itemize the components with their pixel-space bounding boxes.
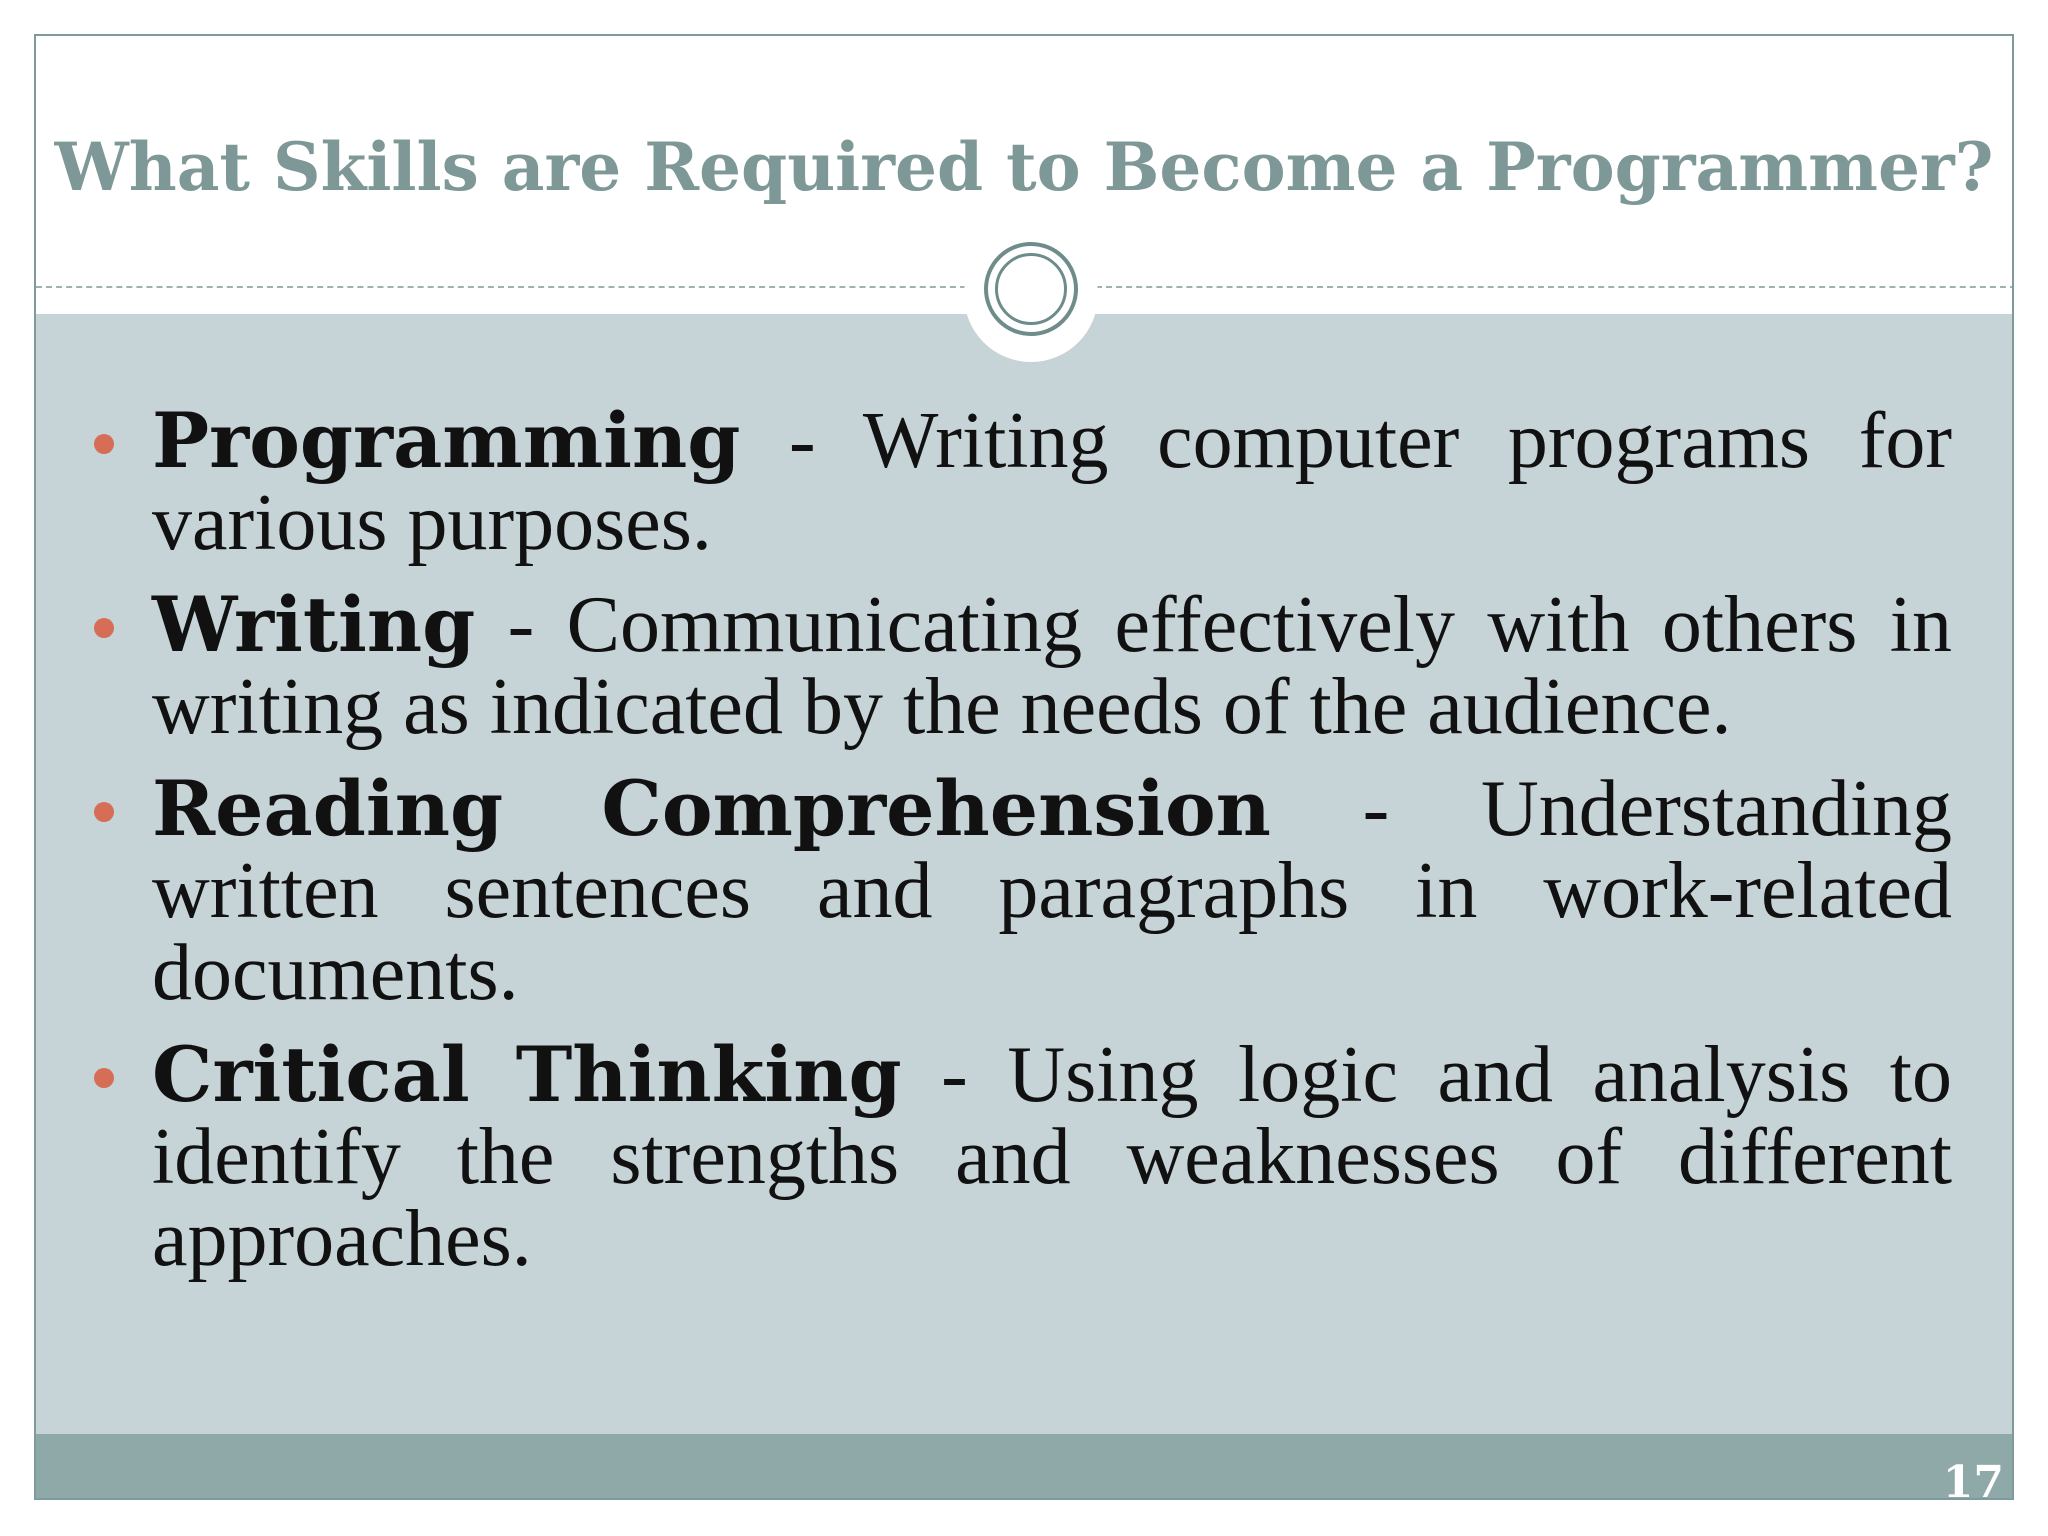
bullet-separator: -	[740, 397, 863, 485]
bullet-separator: -	[901, 1031, 1008, 1119]
bullet-dot-icon	[94, 618, 114, 638]
slide-title: What Skills are Required to Become a Programmer?	[54, 128, 1994, 206]
bullet-dot-icon	[94, 802, 114, 822]
circle-ring-outer	[984, 242, 1078, 336]
bullet-item	[152, 764, 1952, 1017]
header-divider-right	[1096, 286, 2014, 288]
bullet-description: Understanding written sentences and paragraphs in work-related documents.	[152, 765, 1952, 1017]
bullet-list	[152, 396, 1953, 1300]
header-divider-left	[36, 286, 976, 288]
circle-ring-inner	[995, 253, 1067, 325]
bullet-dot-icon	[94, 434, 114, 454]
slide	[34, 34, 2014, 1500]
bullet-item	[152, 580, 1952, 751]
bullet-separator: -	[475, 581, 567, 669]
bullet-item	[152, 1030, 1953, 1283]
bullet-description: Using logic and analysis to identify the strengths and weaknesses of different approaches.	[152, 1031, 1953, 1283]
bullet-term: Reading Comprehension	[152, 764, 1271, 853]
bullet-term: Programming	[152, 396, 741, 485]
circle-ornament-icon	[964, 228, 1098, 362]
bullet-item	[152, 396, 1952, 567]
bullet-dot-icon	[94, 1068, 114, 1088]
slide-footer	[36, 1434, 2012, 1500]
bullet-description: Communicating effectively with others in writing as indicated by the needs of the audience.	[152, 581, 1952, 751]
bullet-description: Writing computer programs for various purposes.	[152, 397, 1952, 567]
bullet-term: Critical Thinking	[152, 1030, 902, 1119]
bullet-separator: -	[1270, 765, 1481, 853]
page-number: 17	[1942, 1457, 2004, 1500]
bullet-term: Writing	[152, 580, 476, 669]
